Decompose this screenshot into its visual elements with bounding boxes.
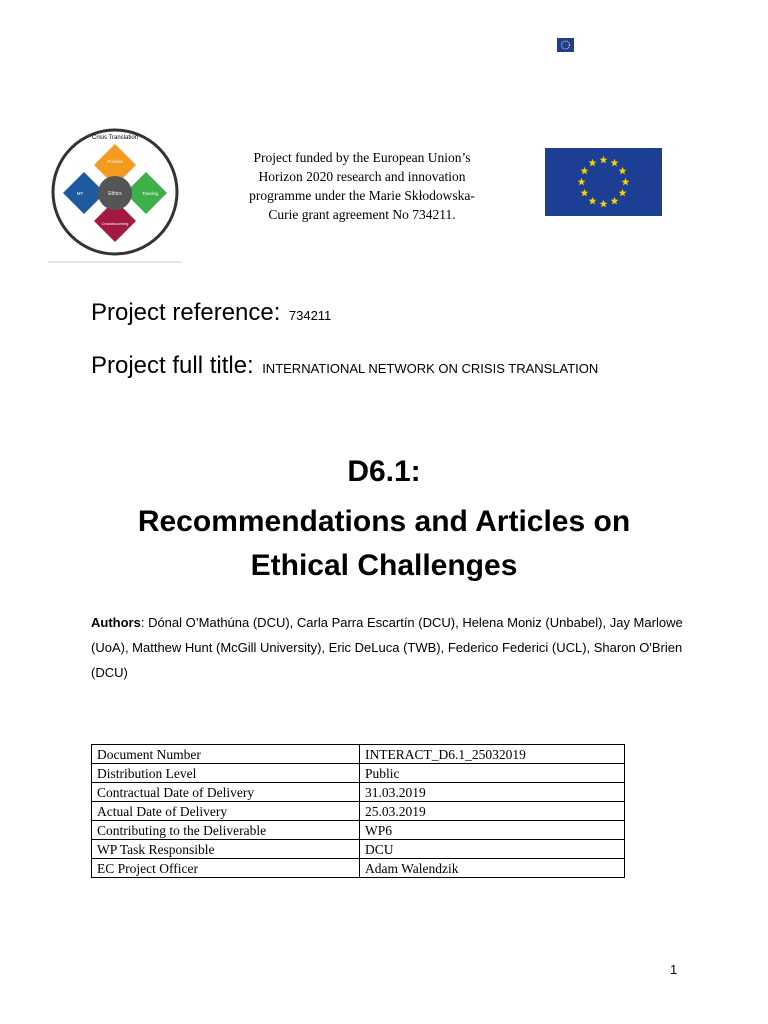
table-value: INTERACT_D6.1_25032019 <box>360 745 625 764</box>
deliverable-title-line1: Recommendations and Articles on <box>137 505 631 538</box>
funding-line: Horizon 2020 research and innovation <box>258 169 466 184</box>
logo-top-text: Policies <box>107 159 123 164</box>
funding-line: programme under the Marie Skłodowska- <box>249 188 475 203</box>
project-full-title <box>91 352 598 380</box>
funding-statement <box>218 148 506 224</box>
table-value: 25.03.2019 <box>360 802 625 821</box>
logo-right-text: Training <box>141 191 159 196</box>
table-value: Public <box>360 764 625 783</box>
table-row <box>92 802 625 821</box>
table-value: WP6 <box>360 821 625 840</box>
funding-line: Project funded by the European Union’s <box>253 150 471 165</box>
logo-bottom-text: Crowdsourcing <box>101 221 129 226</box>
table-key: WP Task Responsible <box>92 840 360 859</box>
authors-label: Authors <box>91 615 141 630</box>
deliverable-id: D6.1: <box>347 455 421 488</box>
project-reference-label: Project reference: <box>91 299 281 326</box>
table-value: DCU <box>360 840 625 859</box>
table-key: EC Project Officer <box>92 859 360 878</box>
interact-logo <box>48 124 182 264</box>
table-row <box>92 764 625 783</box>
document-info-table <box>91 744 625 878</box>
table-key: Contractual Date of Delivery <box>92 783 360 802</box>
table-row <box>92 821 625 840</box>
eu-flag-small-icon <box>557 38 574 52</box>
table-row <box>92 783 625 802</box>
authors-list: : Dónal O’Mathúna (DCU), Carla Parra Escartín (DCU), Helena Moniz (Unbabel), Jay Marlowe (UoA), Matthew Hunt (McGill University), Eric DeLuca (TWB), Federico Federici (UCL), Sharon O'Brien (DCU) <box>91 615 683 680</box>
table-value: 31.03.2019 <box>360 783 625 802</box>
table-value: Adam Walendzik <box>360 859 625 878</box>
authors <box>91 610 691 685</box>
table-row <box>92 840 625 859</box>
table-row <box>92 859 625 878</box>
eu-flag-icon <box>545 148 662 216</box>
funding-line: Curie grant agreement No 734211. <box>268 207 456 222</box>
project-reference-value: 734211 <box>288 308 332 323</box>
logo-ring-text: Crisis Translation <box>91 135 139 141</box>
table-row <box>92 745 625 764</box>
project-reference <box>91 299 331 327</box>
table-key: Actual Date of Delivery <box>92 802 360 821</box>
logo-left-text: MT <box>76 191 84 196</box>
logo-center-text: Ethics <box>108 191 122 197</box>
table-key: Contributing to the Deliverable <box>92 821 360 840</box>
project-title-label: Project full title: <box>91 352 254 379</box>
project-title-value: INTERNATIONAL NETWORK ON CRISIS TRANSLATION <box>262 361 599 376</box>
table-key: Document Number <box>92 745 360 764</box>
page-number: 1 <box>670 962 678 977</box>
deliverable-title-line2: Ethical Challenges <box>250 549 518 582</box>
table-key: Distribution Level <box>92 764 360 783</box>
